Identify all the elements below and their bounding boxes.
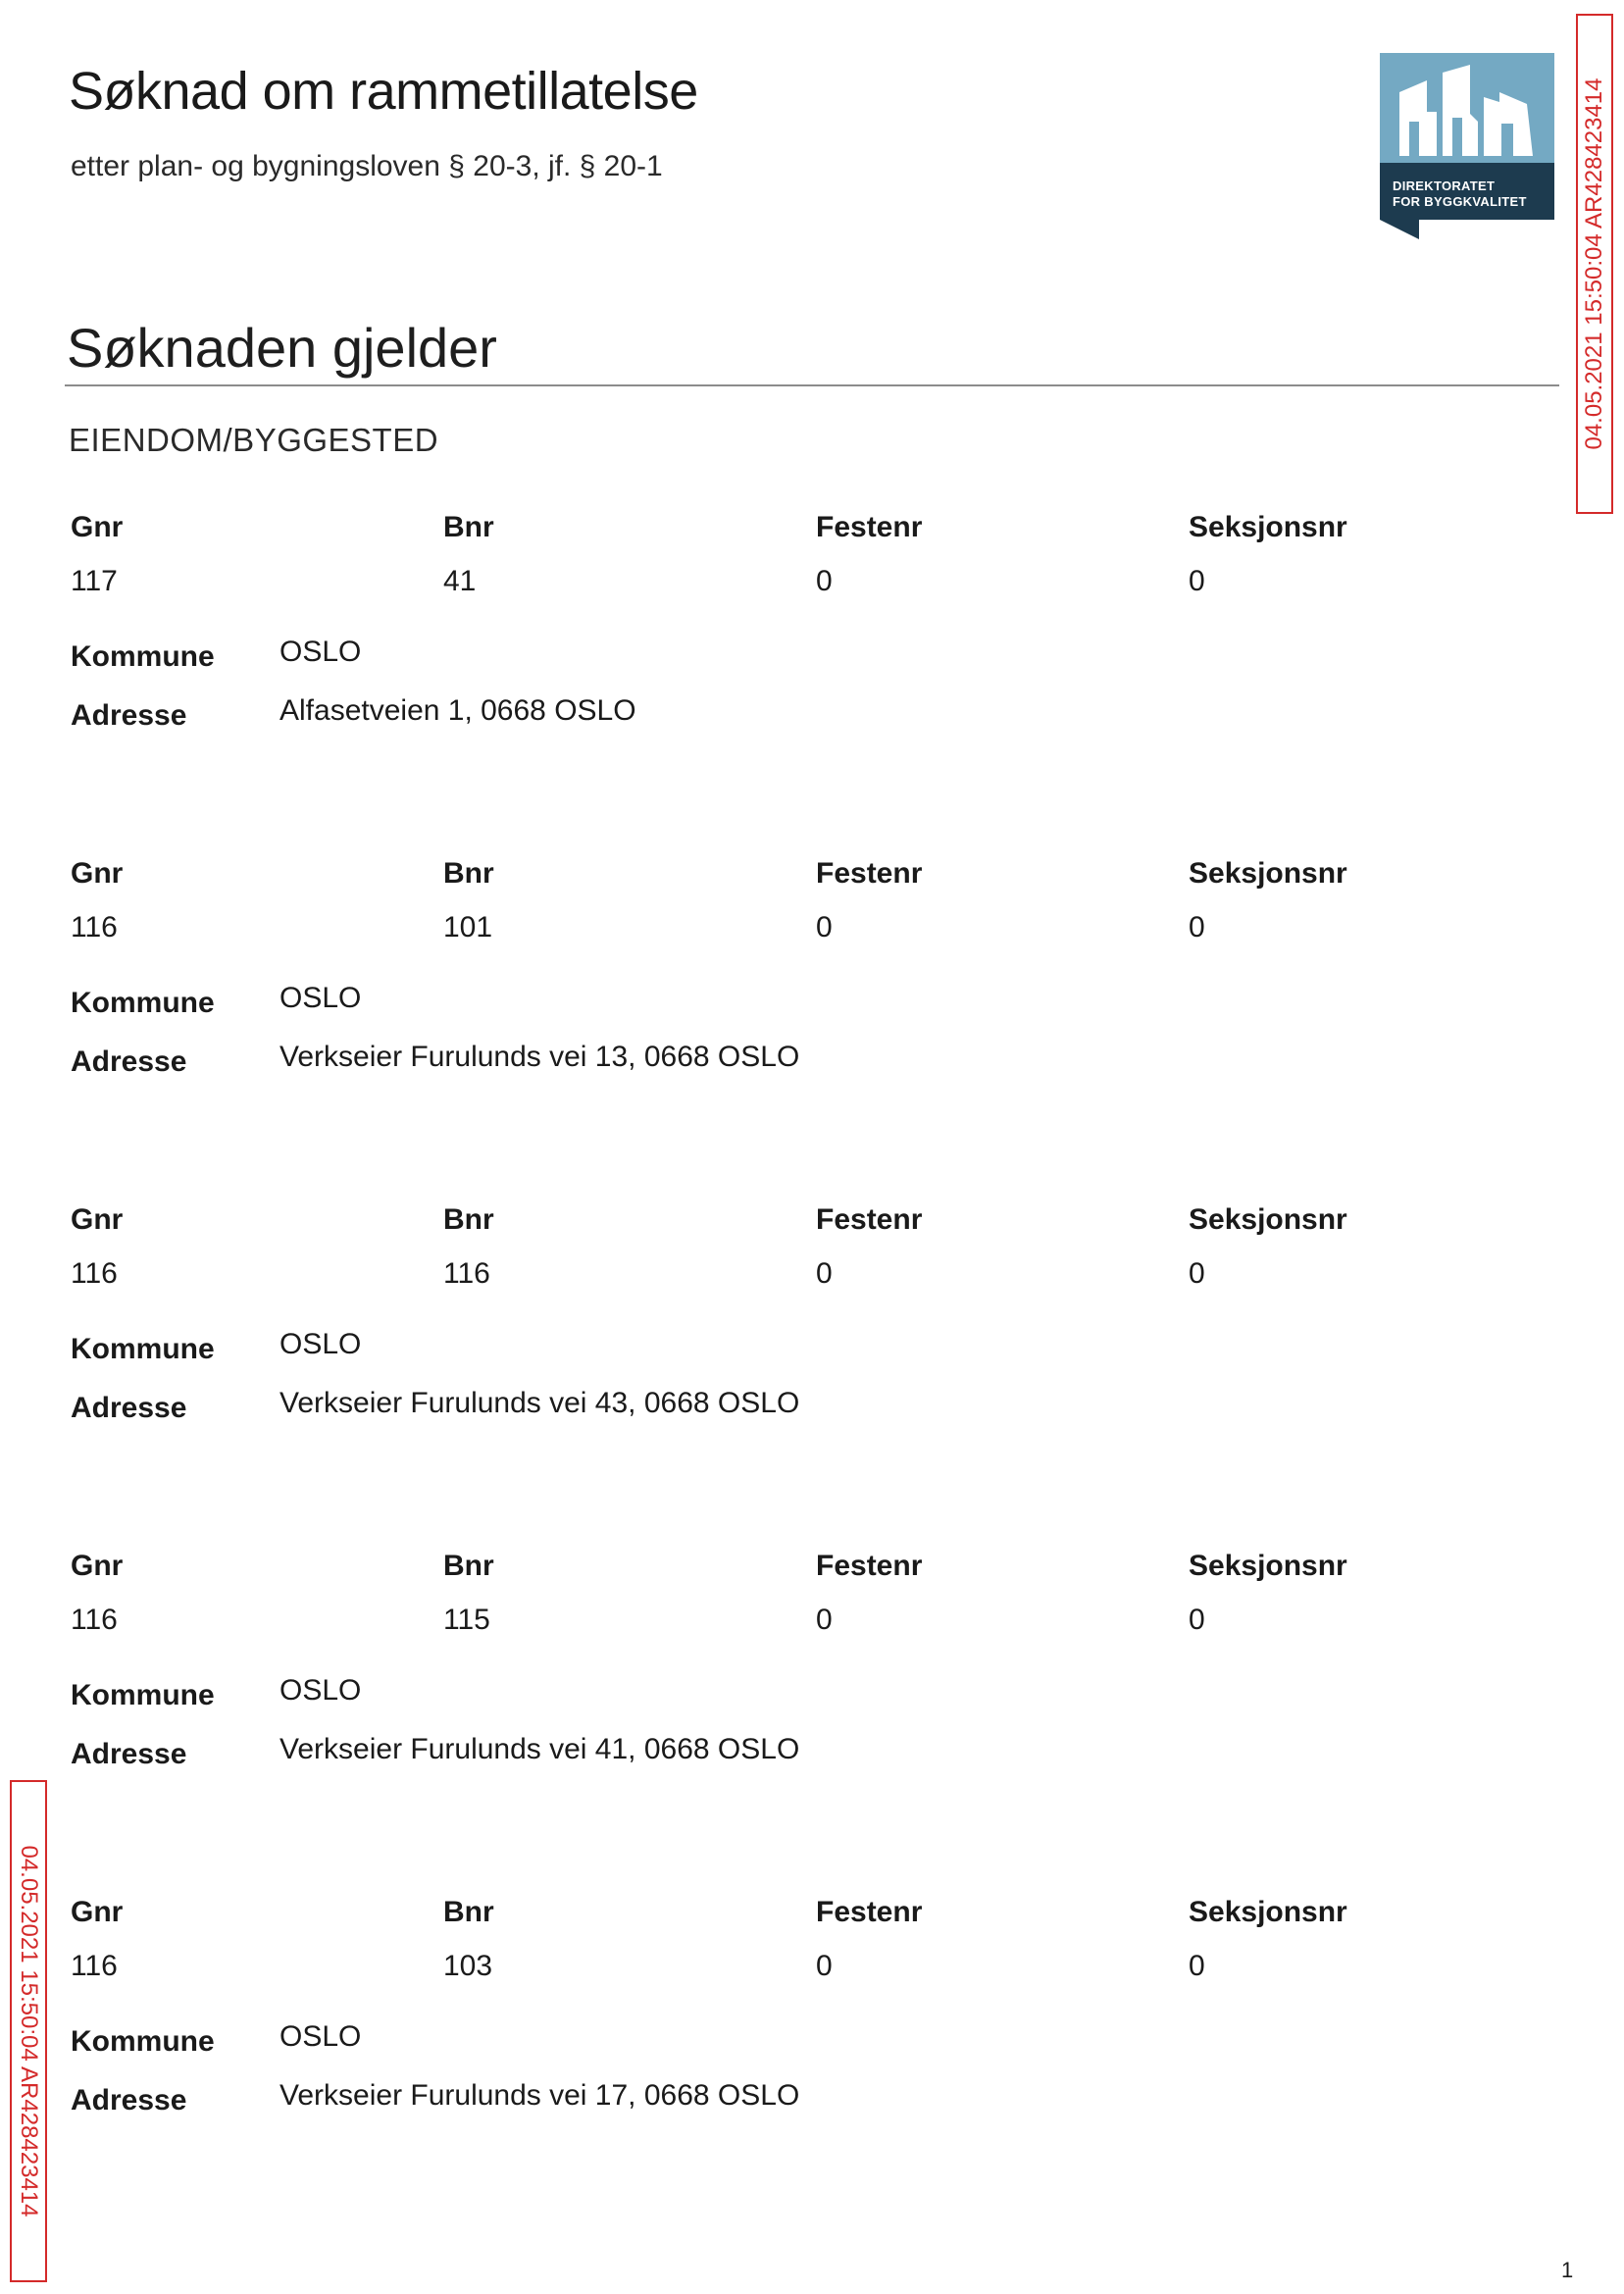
adresse-label: Adresse bbox=[71, 1392, 187, 1424]
document-title: Søknad om rammetillatelse bbox=[69, 62, 698, 121]
seksjonsnr-value: 0 bbox=[1189, 1950, 1205, 1982]
receipt-stamp-text: 04.05.2021 15:50:04 AR428423414 bbox=[1581, 77, 1607, 450]
gnr-label: Gnr bbox=[71, 1550, 124, 1582]
kommune-label: Kommune bbox=[71, 1679, 215, 1711]
festenr-label: Festenr bbox=[816, 857, 923, 890]
bnr-value: 41 bbox=[443, 565, 477, 597]
seksjonsnr-value: 0 bbox=[1189, 1604, 1205, 1636]
seksjonsnr-label: Seksjonsnr bbox=[1189, 511, 1347, 543]
gnr-label: Gnr bbox=[71, 511, 124, 543]
seksjonsnr-value: 0 bbox=[1189, 911, 1205, 943]
bnr-value: 115 bbox=[443, 1604, 490, 1636]
property-block bbox=[71, 508, 1542, 743]
festenr-value: 0 bbox=[816, 1604, 833, 1636]
festenr-label: Festenr bbox=[816, 1203, 923, 1236]
festenr-value: 0 bbox=[816, 911, 833, 943]
seksjonsnr-label: Seksjonsnr bbox=[1189, 1203, 1347, 1236]
receipt-stamp-text: 04.05.2021 15:50:04 AR428423414 bbox=[16, 1845, 42, 2218]
gnr-value: 116 bbox=[71, 1950, 118, 1982]
bnr-value: 103 bbox=[443, 1950, 493, 1982]
seksjonsnr-value: 0 bbox=[1189, 565, 1205, 597]
gnr-value: 117 bbox=[71, 565, 118, 597]
kommune-label: Kommune bbox=[71, 987, 215, 1019]
kommune-value: OSLO bbox=[279, 2020, 362, 2053]
gnr-value: 116 bbox=[71, 1604, 118, 1636]
seksjonsnr-label: Seksjonsnr bbox=[1189, 857, 1347, 890]
adresse-label: Adresse bbox=[71, 1738, 187, 1770]
festenr-label: Festenr bbox=[816, 1550, 923, 1582]
receipt-stamp-right bbox=[1576, 14, 1613, 514]
gnr-label: Gnr bbox=[71, 1896, 124, 1928]
bnr-label: Bnr bbox=[443, 511, 494, 543]
adresse-value: Verkseier Furulunds vei 43, 0668 OSLO bbox=[279, 1387, 800, 1419]
subsection-heading: EIENDOM/BYGGESTED bbox=[69, 422, 439, 458]
adresse-label: Adresse bbox=[71, 699, 187, 732]
adresse-value: Verkseier Furulunds vei 41, 0668 OSLO bbox=[279, 1733, 800, 1765]
gnr-value: 116 bbox=[71, 1257, 118, 1290]
adresse-value: Alfasetveien 1, 0668 OSLO bbox=[279, 694, 636, 727]
section-heading: Søknaden gjelder bbox=[67, 317, 497, 379]
section-divider bbox=[65, 384, 1559, 386]
festenr-value: 0 bbox=[816, 1950, 833, 1982]
kommune-label: Kommune bbox=[71, 640, 215, 673]
receipt-stamp-left bbox=[10, 1780, 47, 2282]
document-subtitle: etter plan- og bygningsloven § 20-3, jf. § 20-1 bbox=[71, 150, 663, 182]
gnr-value: 116 bbox=[71, 911, 118, 943]
logo-text: DIREKTORATET FOR BYGGKVALITET bbox=[1393, 178, 1527, 209]
kommune-value: OSLO bbox=[279, 636, 362, 668]
adresse-value: Verkseier Furulunds vei 13, 0668 OSLO bbox=[279, 1041, 800, 1073]
kommune-value: OSLO bbox=[279, 1328, 362, 1360]
property-block bbox=[71, 1893, 1542, 2128]
bnr-value: 116 bbox=[443, 1257, 490, 1290]
property-block bbox=[71, 1547, 1542, 1782]
festenr-label: Festenr bbox=[816, 1896, 923, 1928]
adresse-label: Adresse bbox=[71, 1045, 187, 1078]
bnr-label: Bnr bbox=[443, 1203, 494, 1236]
kommune-value: OSLO bbox=[279, 1674, 362, 1707]
bnr-value: 101 bbox=[443, 911, 493, 943]
kommune-value: OSLO bbox=[279, 982, 362, 1014]
gnr-label: Gnr bbox=[71, 1203, 124, 1236]
dibk-logo bbox=[1380, 53, 1554, 239]
bnr-label: Bnr bbox=[443, 857, 494, 890]
gnr-label: Gnr bbox=[71, 857, 124, 890]
seksjonsnr-value: 0 bbox=[1189, 1257, 1205, 1290]
kommune-label: Kommune bbox=[71, 2025, 215, 2058]
property-block bbox=[71, 1200, 1542, 1436]
festenr-value: 0 bbox=[816, 1257, 833, 1290]
adresse-value: Verkseier Furulunds vei 17, 0668 OSLO bbox=[279, 2079, 800, 2112]
festenr-value: 0 bbox=[816, 565, 833, 597]
kommune-label: Kommune bbox=[71, 1333, 215, 1365]
adresse-label: Adresse bbox=[71, 2084, 187, 2116]
property-block bbox=[71, 854, 1542, 1090]
bnr-label: Bnr bbox=[443, 1550, 494, 1582]
seksjonsnr-label: Seksjonsnr bbox=[1189, 1896, 1347, 1928]
seksjonsnr-label: Seksjonsnr bbox=[1189, 1550, 1347, 1582]
page-number: 1 bbox=[1561, 2258, 1574, 2282]
bnr-label: Bnr bbox=[443, 1896, 494, 1928]
festenr-label: Festenr bbox=[816, 511, 923, 543]
